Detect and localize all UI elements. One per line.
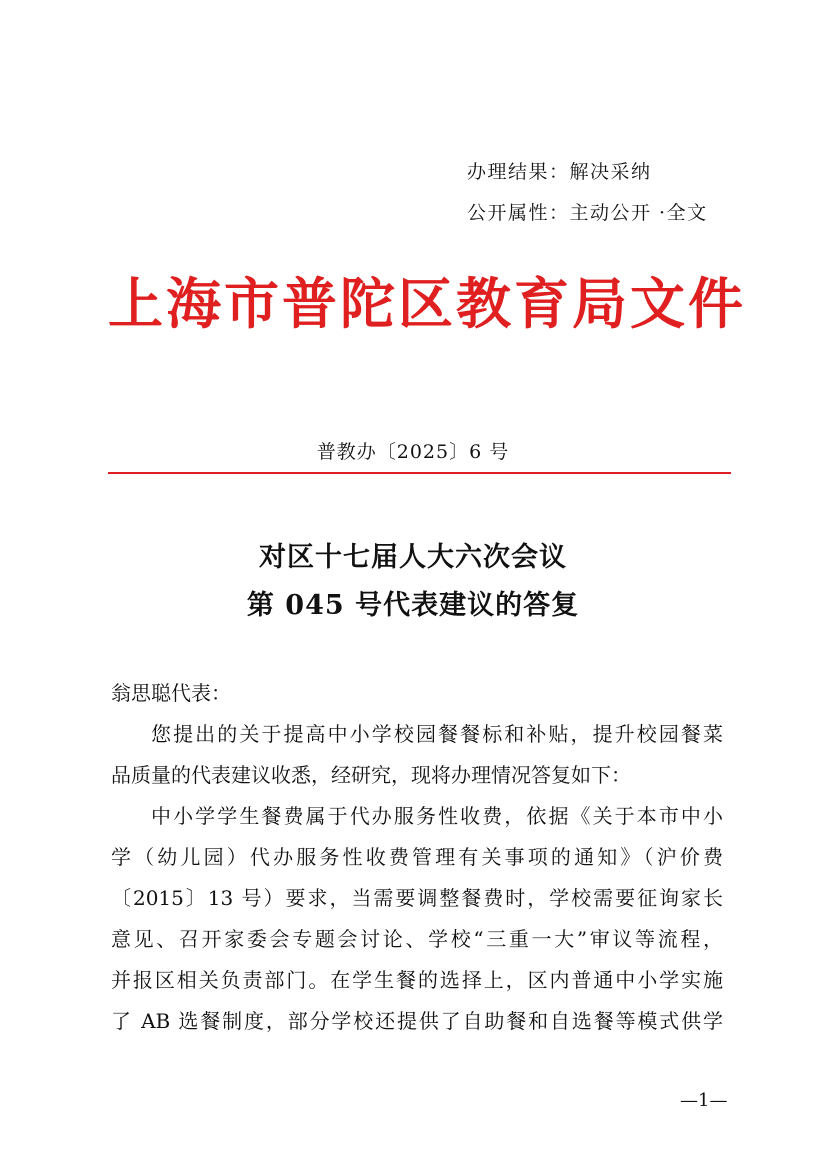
handling-result: 办理结果：解决采纳 xyxy=(467,161,652,183)
body-line: 意见、召开家委会专题会讨论、学校“三重一大”审议等流程， xyxy=(111,927,723,951)
body-line: 〔2015〕13 号）要求，当需要调整餐费时，学校需要征询家长 xyxy=(111,886,723,910)
document-title-line-1: 对区十七届人大六次会议 xyxy=(259,542,567,573)
red-divider-line xyxy=(108,472,731,474)
body-line: 您提出的关于提高中小学校园餐餐标和补贴，提升校园餐菜 xyxy=(151,722,723,746)
body-line: 了 AB 选餐制度，部分学校还提供了自助餐和自选餐等模式供学 xyxy=(111,1009,723,1033)
document-body xyxy=(111,673,723,1042)
disclosure-attribute: 公开属性：主动公开 ·全文 xyxy=(467,202,708,224)
document-title-line-2: 第 045 号代表建议的答复 xyxy=(246,590,580,621)
body-line: 学（幼儿园）代办服务性收费管理有关事项的通知》（沪价费 xyxy=(111,845,723,869)
body-line: 并报区相关负责部门。在学生餐的选择上，区内普通中小学实施 xyxy=(111,968,723,992)
document-masthead: 上海市普陀区教育局文件 xyxy=(108,271,747,336)
body-line: 品质量的代表建议收悉，经研究，现将办理情况答复如下： xyxy=(111,763,631,787)
page-number: —1— xyxy=(680,1090,728,1111)
salutation: 翁思聪代表： xyxy=(111,681,231,705)
document-number: 普教办〔2025〕6 号 xyxy=(316,441,510,463)
body-line: 中小学学生餐费属于代办服务性收费，依据《关于本市中小 xyxy=(151,804,723,828)
